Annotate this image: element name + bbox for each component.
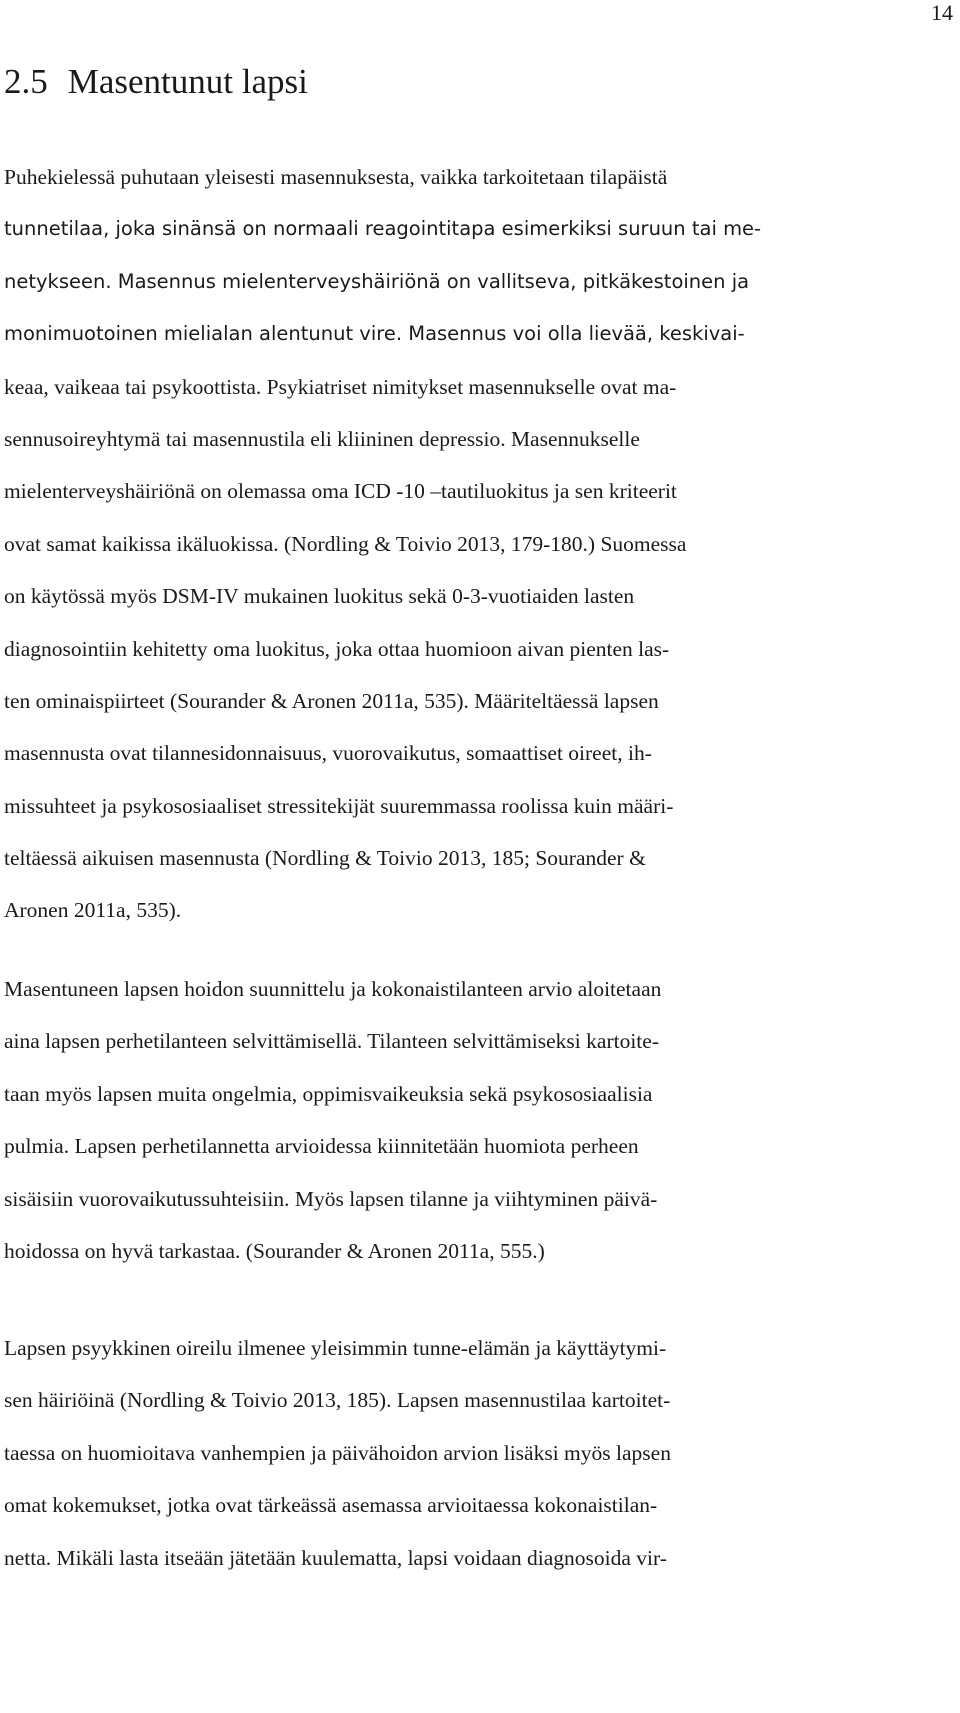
text-line: netta. Mikäli lasta itseään jätetään kuulematta, lapsi voidaan diagnosoida vir- [4,1545,667,1570]
text-line: ovat samat kaikissa ikäluokissa. (Nordling & Toivio 2013, 179-180.) Suomessa [4,531,687,556]
text-line: mielenterveyshäiriönä on olemassa oma ICD -10 –tautiluokitus ja sen kriteerit [4,479,677,504]
text-line: Puhekielessä puhutaan yleisesti masennuksesta, vaikka tarkoitetaan tilapäistä [4,165,668,189]
text-line: Masentuneen lapsen hoidon suunnittelu ja kokonaistilanteen arvio aloitetaan [4,977,662,1001]
text-line: omat kokemukset, jotka ovat tärkeässä asemassa arvioitaessa kokonaistilan- [4,1493,658,1518]
paragraph-3 [4,1322,671,1584]
text-line: diagnosointiin kehitetty oma luokitus, joka ottaa huomioon aivan pienten las- [4,636,670,661]
text-line: teltäessä aikuisen masennusta (Nordling & Toivio 2013, 185; Sourander & [4,846,646,871]
text-line: missuhteet ja psykososiaaliset stressitekijät suuremmassa roolissa kuin määri- [4,793,674,818]
text-line: masennusta ovat tilannesidonnaisuus, vuorovaikutus, somaattiset oireet, ih- [4,741,652,766]
paragraph-2 [4,963,661,1277]
text-line: sennusoireyhtymä tai masennustila eli kliininen depressio. Masennukselle [4,426,640,451]
text-line: netykseen. Masennus mielenterveyshäiriönä on vallitseva, pitkäkestoinen ja [4,269,750,293]
section-title: Masentunut lapsi [67,62,308,101]
page-number: 14 [931,0,953,25]
text-line: on käytössä myös DSM-IV mukainen luokitus sekä 0-3-vuotiaiden lasten [4,584,635,609]
text-line: Lapsen psyykkinen oireilu ilmenee yleisimmin tunne-elämän ja käyttäytymi- [4,1336,667,1360]
text-line: aina lapsen perhetilanteen selvittämisellä. Tilanteen selvittämiseksi kartoite- [4,1029,659,1054]
text-line: hoidossa on hyvä tarkastaa. (Sourander & Aronen 2011a, 555.) [4,1238,545,1263]
text-line: Aronen 2011a, 535). [4,898,182,923]
text-line: pulmia. Lapsen perhetilannetta arvioidessa kiinnitetään huomiota perheen [4,1134,639,1159]
text-line: sen häiriöinä (Nordling & Toivio 2013, 185). Lapsen masennustilaa kartoitet- [4,1388,671,1413]
paragraph-1 [4,151,761,937]
section-heading [4,60,308,104]
text-line: taessa on huomioitava vanhempien ja päivähoidon arvion lisäksi myös lapsen [4,1440,671,1465]
section-number: 2.5 [4,62,48,101]
text-line: keaa, vaikeaa tai psykoottista. Psykiatriset nimitykset masennukselle ovat ma- [4,374,677,399]
text-line: sisäisiin vuorovaikutussuhteisiin. Myös lapsen tilanne ja viihtyminen päivä- [4,1186,658,1211]
text-line: ten ominaispiirteet (Sourander & Aronen 2011a, 535). Määriteltäessä lapsen [4,688,659,713]
text-line: taan myös lapsen muita ongelmia, oppimisvaikeuksia sekä psykososiaalisia [4,1081,653,1106]
text-line: monimuotoinen mielialan alentunut vire. Masennus voi olla lievää, keskivai- [4,322,745,346]
text-line: tunnetilaa, joka sinänsä on normaali reagointitapa esimerkiksi suruun tai me- [4,217,762,241]
